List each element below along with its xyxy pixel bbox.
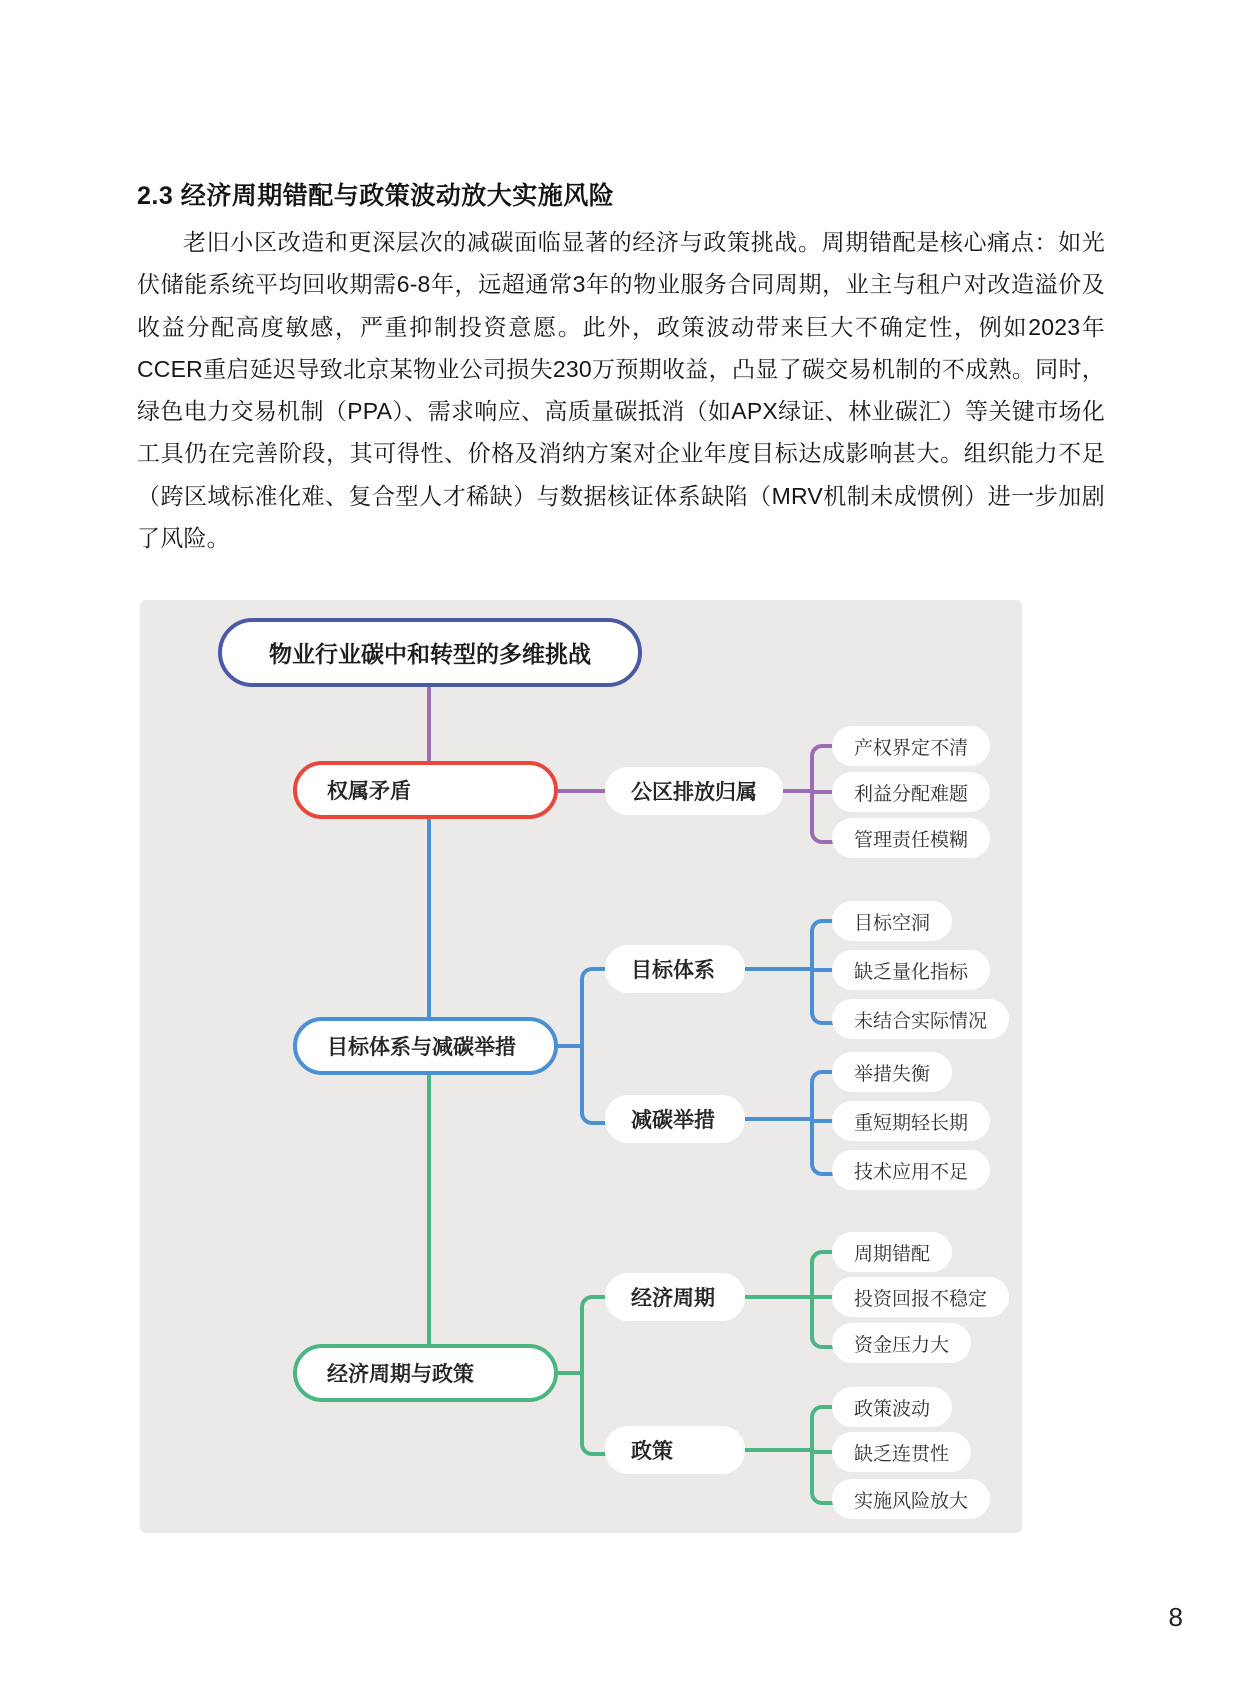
connector-trunk-green: [427, 1073, 431, 1346]
section-heading: 2.3 经济周期错配与政策波动放大实施风险: [137, 182, 615, 210]
page-number: 8: [1168, 1602, 1183, 1632]
node-economic-cycle: 经济周期: [605, 1273, 745, 1321]
connector-trunk-purple: [427, 687, 431, 763]
leaf-node: 投资回报不稳定: [832, 1277, 1009, 1317]
connector: [740, 1117, 814, 1121]
connector: [580, 1307, 584, 1438]
node-public-area-emission: 公区排放归属: [605, 767, 783, 815]
leaf-node: 缺乏连贯性: [832, 1432, 971, 1472]
node-target-system-and-measures: 目标体系与减碳举措: [293, 1017, 558, 1075]
leaf-node: 未结合实际情况: [832, 999, 1009, 1039]
connector: [740, 1295, 814, 1299]
node-goal-system: 目标体系: [605, 945, 745, 993]
leaf-node: 政策波动: [832, 1387, 952, 1427]
leaf-node: 重短期轻长期: [832, 1101, 990, 1141]
leaf-node: 资金压力大: [832, 1323, 971, 1363]
node-root: 物业行业碳中和转型的多维挑战: [218, 618, 642, 687]
leaf-node: 举措失衡: [832, 1052, 952, 1092]
leaf-node: 技术应用不足: [832, 1150, 990, 1190]
leaf-node: 缺乏量化指标: [832, 950, 990, 990]
connector: [740, 967, 814, 971]
connector: [580, 979, 584, 1107]
node-policy: 政策: [605, 1426, 745, 1474]
connector-trunk-blue: [427, 819, 431, 1019]
leaf-node: 管理责任模糊: [832, 818, 990, 858]
leaf-node: 目标空洞: [832, 901, 952, 941]
body-paragraph: 老旧小区改造和更深层次的减碳面临显著的经济与政策挑战。周期错配是核心痛点：如光伏储能系统平均回收期需6-8年，远超通常3年的物业服务合同周期，业主与租户对改造溢价及收益分配高度敏感，严重抑制投资意愿。此外，政策波动带来巨大不确定性，例如2023年CCER重启延迟导致北京某物业公司损失230万预期收益，凸显了碳交易机制的不成熟。同时，绿色电力交易机制（PPA）、需求响应、高质量碳抵消（如APX绿证、林业碳汇）等关键市场化工具仍在完善阶段，其可得性、价格及消纳方案对企业年度目标达成影响甚大。组织能力不足（跨区域标准化难、复合型人才稀缺）与数据核证体系缺陷（MRV机制未成惯例）进一步加剧了风险。: [137, 229, 1105, 552]
mindmap-figure: [140, 600, 1022, 1533]
leaf-node: 周期错配: [832, 1232, 952, 1272]
connector: [740, 1448, 814, 1452]
node-carbon-measures: 减碳举措: [605, 1095, 745, 1143]
leaf-node: 利益分配难题: [832, 772, 990, 812]
leaf-node: 产权界定不清: [832, 726, 990, 766]
node-economy-and-policy: 经济周期与政策: [293, 1344, 558, 1402]
leaf-node: 实施风险放大: [832, 1479, 990, 1519]
node-ownership-conflict: 权属矛盾: [293, 761, 558, 819]
